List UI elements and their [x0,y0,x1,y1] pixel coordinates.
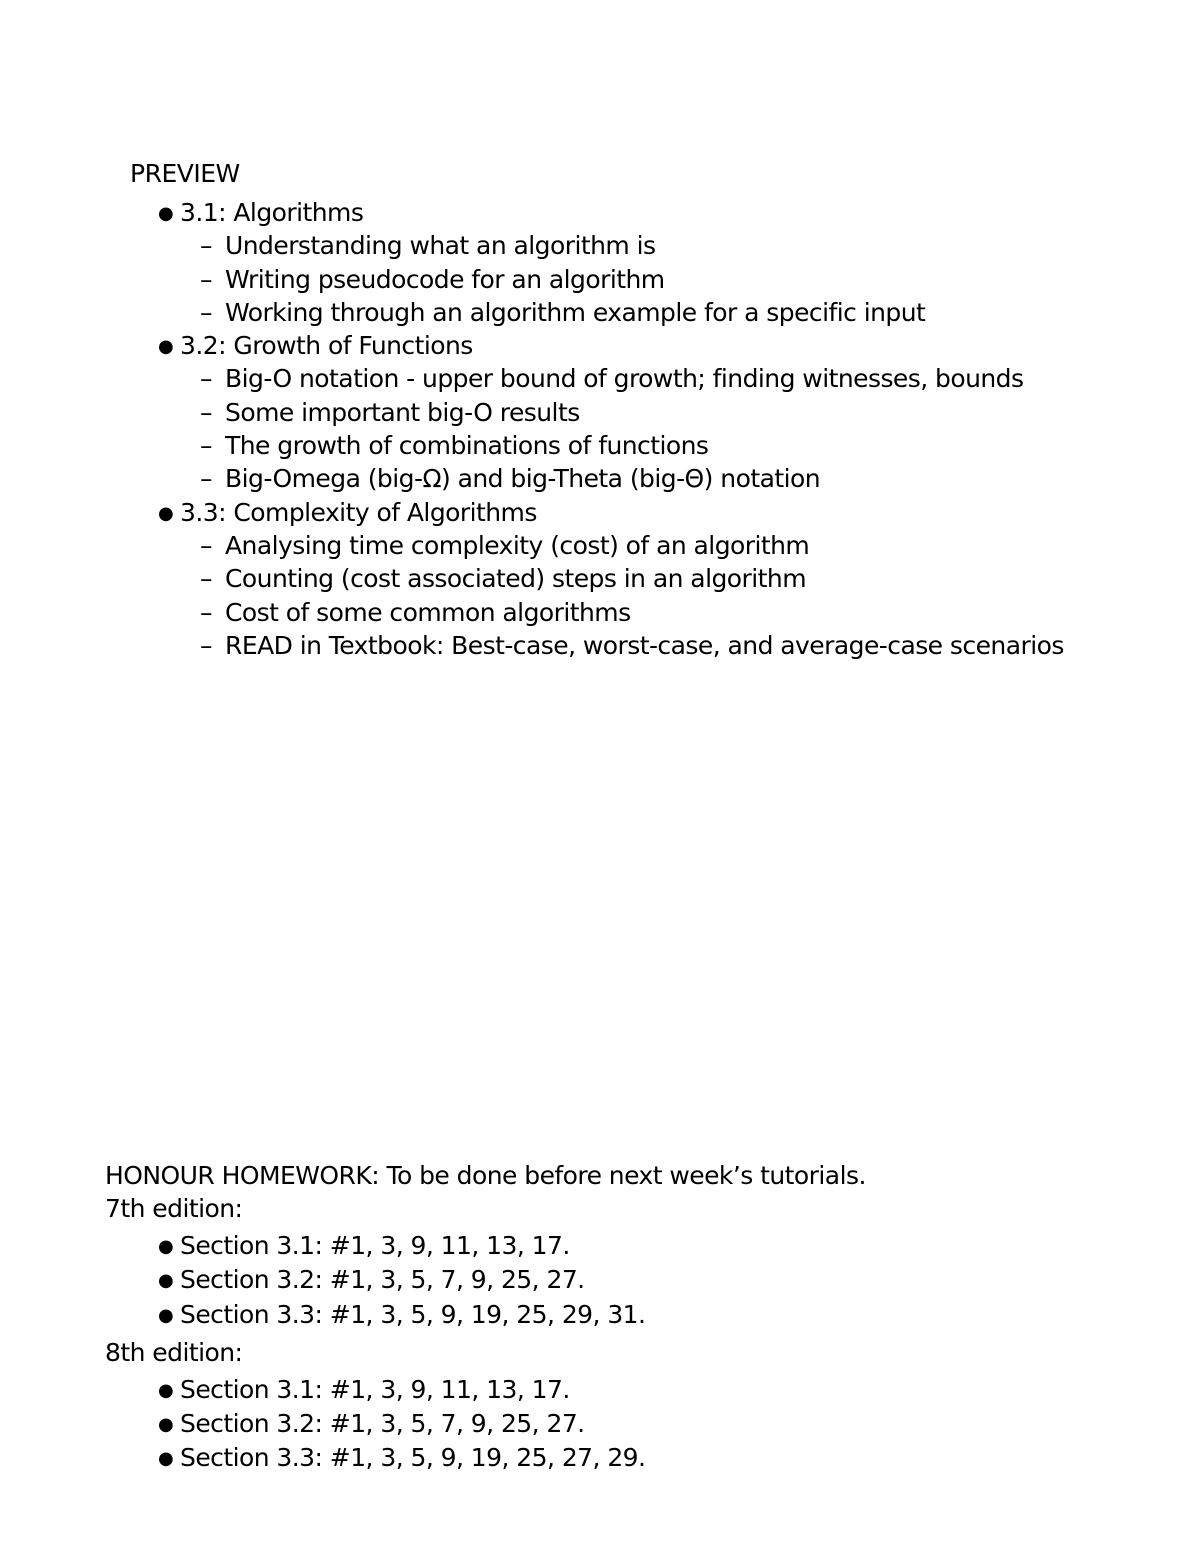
homework-block [105,1159,866,1480]
sub-item [158,429,1064,462]
homework-list-8th [158,1373,866,1476]
bullet-icon: ● [158,1304,174,1326]
section-title-line [158,496,1064,529]
bullet-icon: ● [158,1270,174,1292]
sub-item [158,529,1064,562]
section-title: 3.1: Algorithms [180,198,364,227]
section-title-line [158,196,1064,229]
preview-section-3-3 [158,496,1064,662]
sub-item [158,396,1064,429]
homework-item-text: Section 3.3: #1, 3, 5, 9, 19, 25, 27, 29. [180,1443,646,1473]
bullet-icon: ● [158,502,174,524]
bullet-icon: ● [158,1236,174,1257]
dash-icon: – [200,431,212,461]
sub-item-text: READ in Textbook: Best-case, worst-case, and average-case scenarios [225,630,1064,660]
section-title: 3.3: Complexity of Algorithms [180,497,537,527]
homework-item-text: Section 3.1: #1, 3, 9, 11, 13, 17. [180,1374,570,1404]
bullet-icon: ● [158,1448,174,1470]
preview-section-3-1 [158,196,1064,329]
dash-icon: – [200,564,212,594]
dash-icon: – [200,231,212,261]
sub-item [158,229,1064,262]
section-title: 3.2: Growth of Functions [180,331,473,361]
sub-item [158,629,1064,662]
dash-icon: – [200,264,212,294]
sub-item-text: Some important big-O results [225,397,580,427]
homework-item [158,1263,866,1297]
dash-icon: – [200,630,212,660]
preview-list [158,196,1064,662]
sub-item-text: Cost of some common algorithms [225,597,631,627]
bullet-icon: ● [158,336,174,358]
homework-item-text: Section 3.3: #1, 3, 5, 9, 19, 25, 29, 31. [180,1299,646,1329]
homework-item [158,1441,866,1475]
sub-item-text: Analysing time complexity (cost) of an algorithm [225,530,810,560]
sub-item [158,562,1064,595]
bullet-icon: ● [158,203,174,224]
homework-item-text: Section 3.2: #1, 3, 5, 7, 9, 25, 27. [180,1265,585,1295]
dash-icon: – [200,397,212,427]
sub-item [158,462,1064,495]
bullet-icon: ● [158,1379,174,1401]
sub-item-text: The growth of combinations of functions [225,431,709,461]
homework-item [158,1298,866,1332]
homework-title: HONOUR HOMEWORK: To be done before next week’s tutorials. [105,1161,866,1190]
preview-heading: PREVIEW [130,159,240,188]
sub-item-text: Understanding what an algorithm is [225,231,656,261]
sub-item-text: Counting (cost associated) steps in an algorithm [225,564,806,594]
sub-item-text: Big-O notation - upper bound of growth; finding witnesses, bounds [225,364,1024,394]
bullet-icon: ● [158,1414,174,1436]
edition-label-7th: 7th edition: [105,1194,243,1223]
homework-item-text: Section 3.1: #1, 3, 9, 11, 13, 17. [180,1231,570,1260]
edition-label-8th: 8th edition: [105,1337,243,1367]
homework-item [158,1373,866,1407]
sub-item-text: Big-Omega (big-Ω) and big-Theta (big-Θ) notation [225,464,821,494]
dash-icon: – [200,530,212,560]
preview-section-3-2 [158,329,1064,495]
sub-item-text: Writing pseudocode for an algorithm [225,264,665,294]
homework-item [158,1407,866,1441]
sub-item-text: Working through an algorithm example for a specific input [225,297,926,327]
dash-icon: – [200,297,212,327]
dash-icon: – [200,597,212,627]
section-title-line [158,329,1064,362]
sub-item [158,596,1064,629]
homework-item [158,1229,866,1263]
dash-icon: – [200,364,212,394]
homework-list-7th [158,1229,866,1332]
homework-item-text: Section 3.2: #1, 3, 5, 7, 9, 25, 27. [180,1409,585,1439]
sub-item [158,296,1064,329]
sub-item [158,263,1064,296]
dash-icon: – [200,464,212,494]
sub-item [158,362,1064,395]
